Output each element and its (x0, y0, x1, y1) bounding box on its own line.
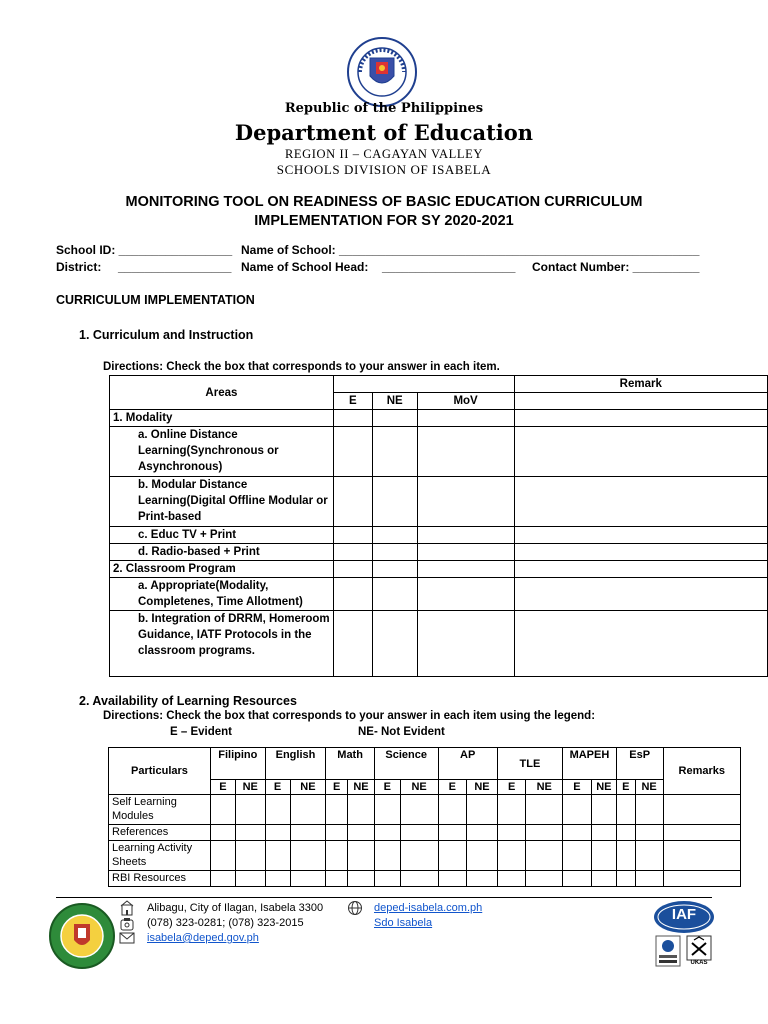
check-cell[interactable] (635, 841, 663, 871)
check-cell[interactable] (467, 871, 498, 887)
check-cell[interactable] (210, 871, 235, 887)
check-cell[interactable] (348, 871, 375, 887)
check-cell[interactable] (635, 871, 663, 887)
check-cell[interactable] (616, 795, 635, 825)
check-cell[interactable] (526, 841, 563, 871)
check-cell[interactable] (438, 825, 467, 841)
check-cell[interactable] (265, 841, 290, 871)
col-e: E (210, 780, 235, 795)
subject-header: EsP (616, 748, 663, 780)
check-cell[interactable] (591, 825, 616, 841)
check-cell[interactable] (348, 841, 375, 871)
check-cell[interactable] (265, 825, 290, 841)
ukas-text: UKAS (690, 960, 708, 966)
check-cell[interactable] (616, 871, 635, 887)
remark-cell[interactable] (514, 578, 768, 611)
check-ne[interactable] (372, 410, 417, 427)
check-ne[interactable] (372, 527, 417, 544)
check-cell[interactable] (563, 825, 592, 841)
district-label: District: (56, 260, 102, 274)
department-heading: Department of Education (234, 120, 534, 145)
subject-header: AP (438, 748, 497, 780)
col-ne: NE (526, 780, 563, 795)
mov-cell[interactable] (417, 611, 514, 677)
header-blank (333, 376, 514, 393)
check-e[interactable] (333, 410, 372, 427)
particular-label: RBI Resources (109, 871, 211, 887)
check-cell[interactable] (591, 841, 616, 871)
table-row (109, 795, 741, 825)
check-cell[interactable] (210, 825, 235, 841)
header-mov: MoV (417, 393, 514, 410)
item2-heading: 2. Availability of Learning Resources (79, 694, 297, 708)
table-row (109, 825, 741, 841)
check-cell[interactable] (563, 841, 592, 871)
email-icon (119, 932, 135, 944)
directions-2: Directions: Check the box that corresponds to your answer in each item using the legend: (103, 710, 596, 722)
subject-header: TLE (497, 748, 562, 780)
mov-cell[interactable] (417, 527, 514, 544)
contact-number-field[interactable]: Contact Number: __________ (532, 260, 700, 274)
mov-cell[interactable] (417, 410, 514, 427)
col-e: E (326, 780, 348, 795)
subject-header: Math (326, 748, 375, 780)
remarks-cell[interactable] (663, 841, 740, 871)
check-cell[interactable] (497, 795, 526, 825)
check-cell[interactable] (265, 795, 290, 825)
school-head-field[interactable]: ____________________ (382, 260, 516, 274)
mov-cell[interactable] (417, 561, 514, 578)
check-cell[interactable] (467, 795, 498, 825)
check-cell[interactable] (526, 871, 563, 887)
col-ne: NE (348, 780, 375, 795)
document-title-line2: IMPLEMENTATION FOR SY 2020-2021 (254, 213, 514, 229)
check-cell[interactable] (290, 841, 326, 871)
check-cell[interactable] (616, 825, 635, 841)
check-cell[interactable] (235, 841, 265, 871)
check-ne[interactable] (372, 578, 417, 611)
footer-facebook-link[interactable]: Sdo Isabela (374, 917, 433, 929)
division-seal-logo (48, 902, 116, 970)
col-ne: NE (591, 780, 616, 795)
table-row-label: a. Appropriate(Modality, Completenes, Time Allotment) (110, 578, 334, 611)
school-id-field[interactable]: School ID: _________________ (56, 243, 233, 257)
remarks-cell[interactable] (663, 825, 740, 841)
check-cell[interactable] (438, 871, 467, 887)
mov-cell[interactable] (417, 578, 514, 611)
check-ne[interactable] (372, 561, 417, 578)
remark-cell[interactable] (514, 410, 768, 427)
col-e: E (265, 780, 290, 795)
remark-cell[interactable] (514, 477, 768, 527)
col-ne: NE (467, 780, 498, 795)
table-row (109, 871, 741, 887)
remarks-cell[interactable] (663, 871, 740, 887)
table-row-label: a. Online Distance Learning(Synchronous or Asynchronous) (110, 427, 334, 477)
republic-heading: Republic of the Philippines (284, 101, 484, 116)
col-ne: NE (635, 780, 663, 795)
check-cell[interactable] (635, 825, 663, 841)
check-cell[interactable] (438, 795, 467, 825)
particular-label: References (109, 825, 211, 841)
check-cell[interactable] (290, 871, 326, 887)
check-cell[interactable] (400, 841, 438, 871)
table-row (109, 841, 741, 871)
check-cell[interactable] (235, 795, 265, 825)
phone-icon (119, 916, 135, 932)
footer-phone: (078) 323-0281; (078) 323-2015 (147, 917, 304, 929)
check-e[interactable] (333, 544, 372, 561)
deped-seal-logo (346, 36, 418, 108)
remarks-cell[interactable] (663, 795, 740, 825)
table-row-label: d. Radio-based + Print (110, 544, 334, 561)
check-cell[interactable] (374, 871, 400, 887)
check-cell[interactable] (265, 871, 290, 887)
check-cell[interactable] (210, 841, 235, 871)
col-ne: NE (400, 780, 438, 795)
check-cell[interactable] (235, 825, 265, 841)
check-cell[interactable] (326, 871, 348, 887)
remark-cell[interactable] (514, 527, 768, 544)
header-e: E (333, 393, 372, 410)
legend-evident: E – Evident (170, 726, 232, 738)
table-row-label: 1. Modality (110, 410, 334, 427)
curriculum-table (109, 375, 768, 677)
division-heading: SCHOOLS DIVISION OF ISABELA (276, 162, 492, 177)
col-e: E (438, 780, 467, 795)
header-areas: Areas (110, 376, 334, 410)
header-remarks: Remarks (663, 748, 740, 795)
subject-header: Science (374, 748, 438, 780)
check-cell[interactable] (591, 871, 616, 887)
mov-cell[interactable] (417, 477, 514, 527)
check-e[interactable] (333, 578, 372, 611)
check-cell[interactable] (210, 795, 235, 825)
document-title-line1: MONITORING TOOL ON READINESS OF BASIC EDUCATION CURRICULUM (125, 194, 643, 210)
check-ne[interactable] (372, 611, 417, 677)
check-cell[interactable] (591, 795, 616, 825)
legend-not-evident: NE- Not Evident (358, 726, 445, 738)
check-e[interactable] (333, 527, 372, 544)
footer-website-link[interactable]: deped-isabela.com.ph (374, 902, 483, 914)
check-cell[interactable] (348, 825, 375, 841)
header-particulars: Particulars (109, 748, 211, 795)
check-ne[interactable] (372, 544, 417, 561)
ukas-crown-icon (686, 935, 712, 961)
check-cell[interactable] (497, 871, 526, 887)
table-row-label: b. Modular Distance Learning(Digital Offline Modular or Print-based (110, 477, 334, 527)
iaf-text: IAF (671, 906, 697, 923)
check-cell[interactable] (326, 795, 348, 825)
check-cell[interactable] (526, 825, 563, 841)
col-e: E (616, 780, 635, 795)
check-cell[interactable] (374, 841, 400, 871)
table-row-label: 2. Classroom Program (110, 561, 334, 578)
table-row-label: c. Educ TV + Print (110, 527, 334, 544)
col-e: E (374, 780, 400, 795)
particular-label: Learning Activity Sheets (109, 841, 211, 871)
check-cell[interactable] (400, 795, 438, 825)
globe-icon (347, 900, 363, 916)
district-field[interactable]: _________________ (118, 260, 232, 274)
section-title: CURRICULUM IMPLEMENTATION (56, 293, 255, 307)
check-cell[interactable] (290, 795, 326, 825)
remark-cell[interactable] (514, 561, 768, 578)
learning-resources-table (108, 747, 741, 887)
check-cell[interactable] (374, 795, 400, 825)
building-icon (119, 900, 135, 916)
check-cell[interactable] (290, 825, 326, 841)
check-cell[interactable] (374, 825, 400, 841)
check-cell[interactable] (563, 795, 592, 825)
subject-header: MAPEH (563, 748, 617, 780)
footer-email-link[interactable]: isabela@deped.gov.ph (147, 932, 259, 944)
subject-header: English (265, 748, 326, 780)
check-cell[interactable] (616, 841, 635, 871)
check-e[interactable] (333, 611, 372, 677)
header-remark-blank (514, 393, 768, 410)
check-e[interactable] (333, 561, 372, 578)
footer-address: Alibagu, City of Ilagan, Isabela 3300 (147, 902, 324, 914)
remark-cell[interactable] (514, 427, 768, 477)
directions-1: Directions: Check the box that corresponds to your answer in each item. (103, 361, 500, 373)
region-heading: REGION II – CAGAYAN VALLEY (284, 147, 483, 161)
check-cell[interactable] (235, 871, 265, 887)
particular-label: Self Learning Modules (109, 795, 211, 825)
item1-heading: 1. Curriculum and Instruction (79, 328, 254, 342)
check-e[interactable] (333, 477, 372, 527)
school-head-label: Name of School Head: (241, 260, 369, 274)
check-cell[interactable] (348, 795, 375, 825)
col-ne: NE (290, 780, 326, 795)
check-cell[interactable] (497, 841, 526, 871)
check-cell[interactable] (467, 825, 498, 841)
mov-cell[interactable] (417, 544, 514, 561)
check-ne[interactable] (372, 427, 417, 477)
mov-cell[interactable] (417, 427, 514, 477)
check-cell[interactable] (497, 825, 526, 841)
check-cell[interactable] (400, 825, 438, 841)
check-cell[interactable] (326, 825, 348, 841)
col-e: E (497, 780, 526, 795)
check-e[interactable] (333, 427, 372, 477)
check-cell[interactable] (467, 841, 498, 871)
check-cell[interactable] (438, 841, 467, 871)
school-name-field[interactable]: Name of School: ______________________________________________________ (241, 243, 700, 257)
col-ne: NE (235, 780, 265, 795)
table-row-label: b. Integration of DRRM, Homeroom Guidance, IATF Protocols in the classroom programs. (110, 611, 334, 677)
check-cell[interactable] (635, 795, 663, 825)
check-cell[interactable] (326, 841, 348, 871)
check-ne[interactable] (372, 477, 417, 527)
header-ne: NE (372, 393, 417, 410)
header-remark: Remark (514, 376, 768, 393)
footer-divider (56, 897, 712, 898)
check-cell[interactable] (400, 871, 438, 887)
check-cell[interactable] (563, 871, 592, 887)
col-e: E (563, 780, 592, 795)
iso-badge-icon (655, 935, 681, 967)
subject-header: Filipino (210, 748, 265, 780)
check-cell[interactable] (526, 795, 563, 825)
remark-cell[interactable] (514, 544, 768, 561)
remark-cell[interactable] (514, 611, 768, 677)
